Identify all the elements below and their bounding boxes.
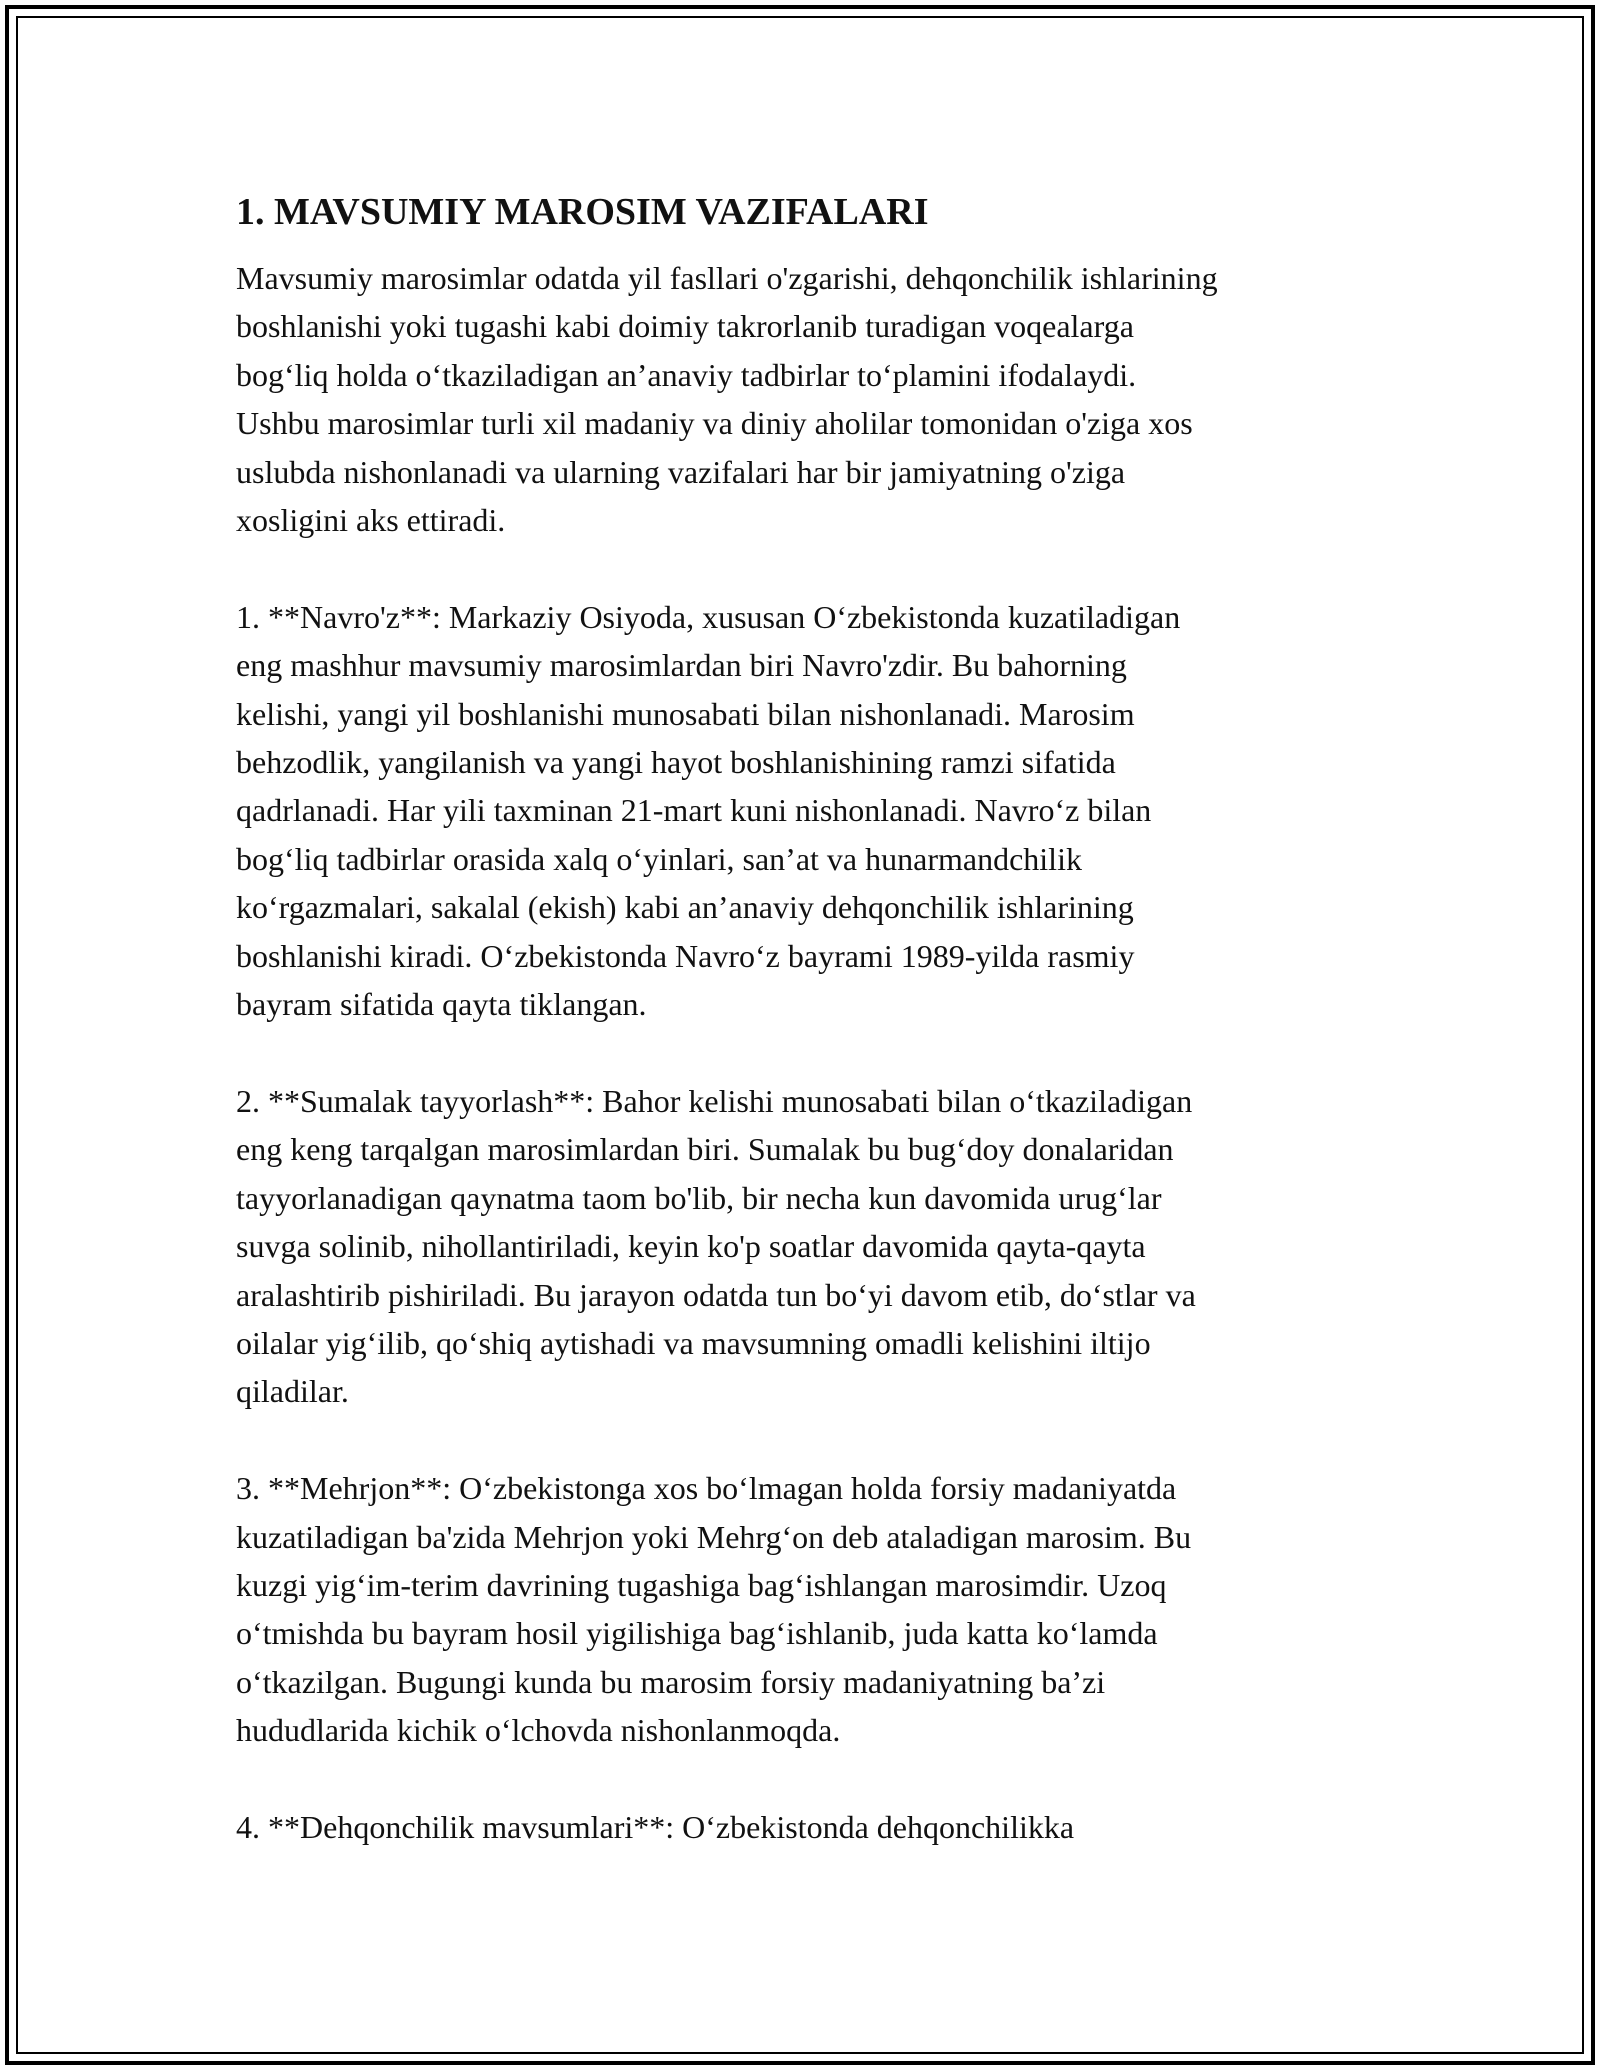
list-item-mehrjon: 3. **Mehrjon**: O‘zbekistonga xos bo‘lmagan holda forsiy madaniyatda kuzatiladigan ba'zida Mehrjon yoki Mehrg‘on deb ataladigan marosim. Bu kuzgi yig‘im-terim davrining tugashiga bag‘ishlangan marosimdir. Uzoq o‘tmishda bu bayram hosil yigilishiga bag‘ishlanib, juda katta ko‘lamda o‘tkazilgan. Bugungi kunda bu marosim forsiy madaniyatning ba’zi hududlarida kichik o‘lchovda nishonlanmoqda. <box>236 1470 1192 1749</box>
document-body <box>236 186 1366 1851</box>
list-item-dehqonchilik: 4. **Dehqonchilik mavsumlari**: O‘zbekistonda dehqonchilikka <box>236 1808 1075 1845</box>
list-item-navroz: 1. **Navro'z**: Markaziy Osiyoda, xususan O‘zbekistonda kuzatiladigan eng mashhur mavsumiy marosimlardan biri Navro'zdir. Bu bahorning kelishi, yangi yil boshlanishi munosabati bilan nishonlanadi. Marosim behzodlik, yangilanish va yangi hayot boshlanishining ramzi sifatida qadrlanadi. Har yili taxminan 21-mart kuni nishonlanadi. Navro‘z bilan bog‘liq tadbirlar orasida xalq o‘yinlari, san’at va hunarmandchilik ko‘rgazmalari, sakalal (ekish) kabi an’anaviy dehqonchilik ishlarining boshlanishi kiradi. O‘zbekistonda Navro‘z bayrami 1989-yilda rasmiy bayram sifatida qayta tiklangan. <box>236 598 1181 1023</box>
intro-paragraph: Mavsumiy marosimlar odatda yil fasllari o'zgarishi, dehqonchilik ishlarining boshlanishi yoki tugashi kabi doimiy takrorlanib turadigan voqealarga bog‘liq holda o‘tkaziladigan an’anaviy tadbirlar to‘plamini ifodalaydi. Ushbu marosimlar turli xil madaniy va diniy aholilar tomonidan o'ziga xos uslubda nishonlanadi va ularning vazifalari har bir jamiyatning o'ziga xosligini aks ettiradi. <box>236 260 1218 539</box>
section-heading: 1. MAVSUMIY MAROSIM VAZIFALARI <box>236 191 929 233</box>
list-item-sumalak: 2. **Sumalak tayyorlash**: Bahor kelishi munosabati bilan o‘tkaziladigan eng keng tarqalgan marosimlardan biri. Sumalak bu bug‘doy donalaridan tayyorlanadigan qaynatma taom bo'lib, bir necha kun davomida urug‘lar suvga solinib, nihollantiriladi, keyin ko'p soatlar davomida qayta-qayta aralashtirib pishiriladi. Bu jarayon odatda tun bo‘yi davom etib, do‘stlar va oilalar yig‘ilib, qo‘shiq aytishadi va mavsumning omadli kelishini iltijo qiladilar. <box>236 1082 1196 1410</box>
